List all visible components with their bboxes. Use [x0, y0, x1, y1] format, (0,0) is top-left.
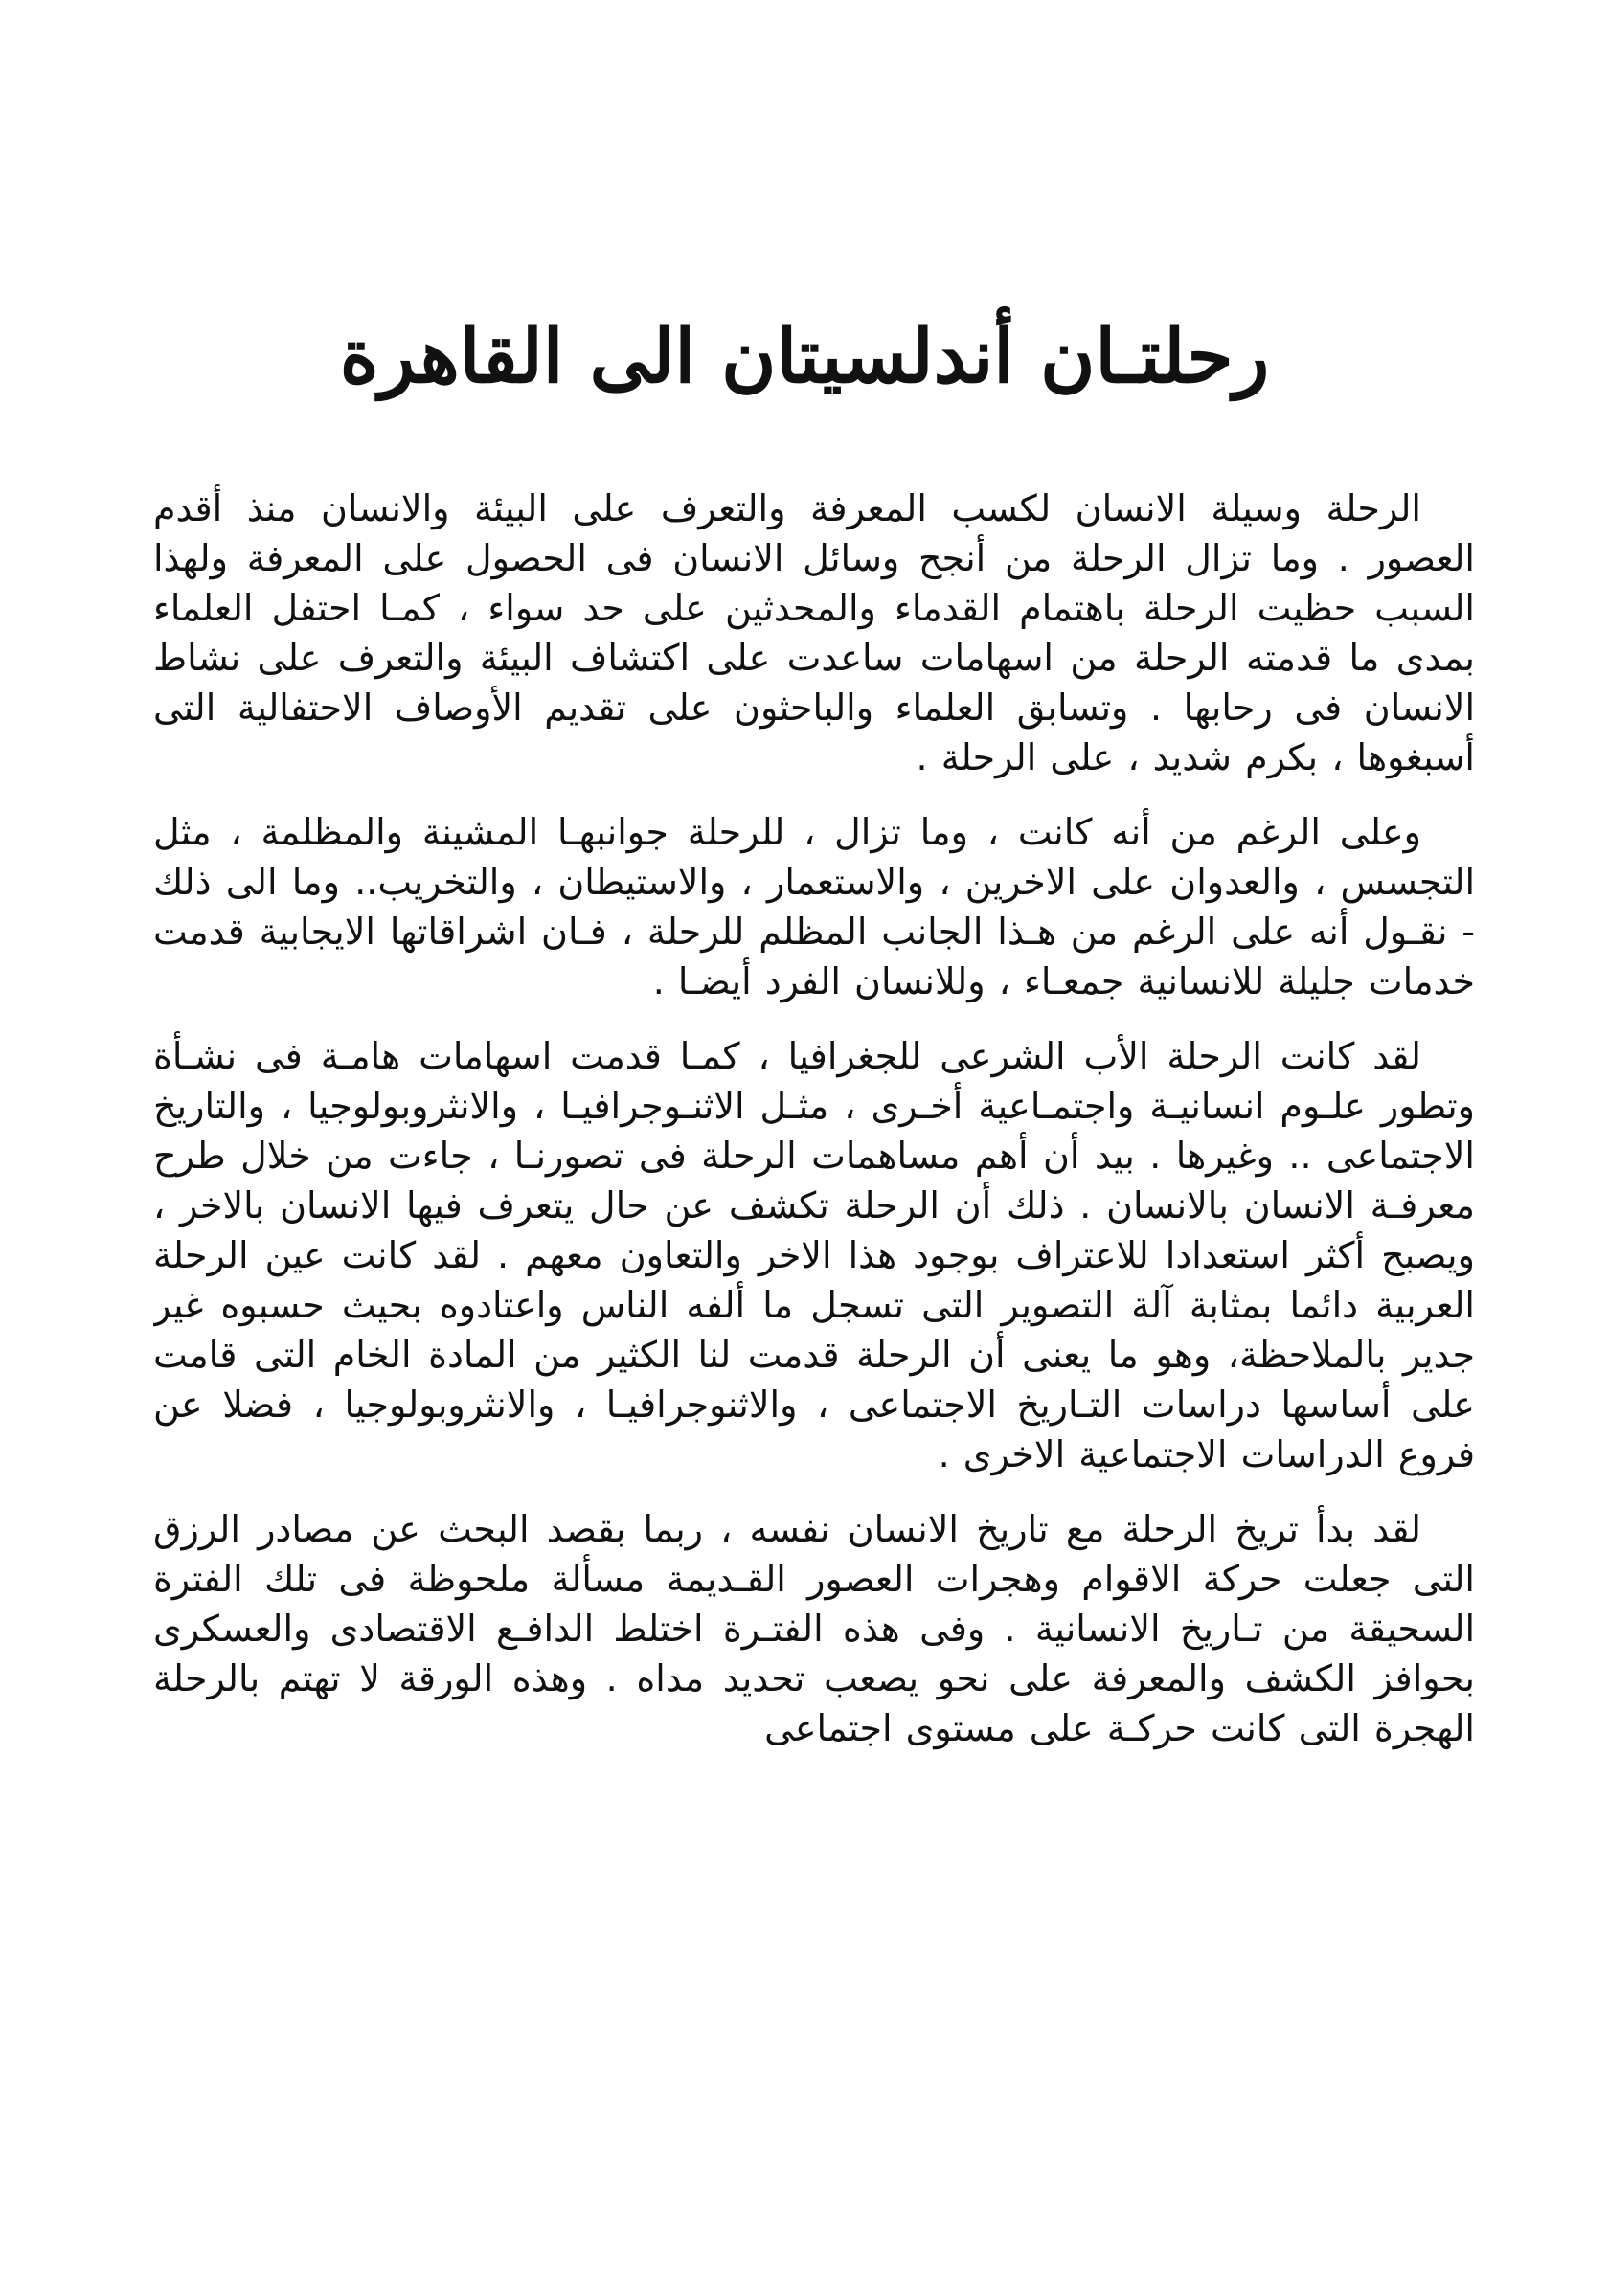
paragraph-4: لقد بدأ تريخ الرحلة مع تاريخ الانسان نفسه ، ربما بقصد البحث عن مصادر الرزق التى جعلت حركة الاقوام وهجرات العصور القـديمة مسألة ملحوظة فى تلك الفترة السحيقة من تـاريخ الانسانية . وفى هذه الفتـرة اختلط الدافـع الاقتصادى والعسكرى بحوافز الكشف والمعرفة على نحو يصعب تحديد مداه . وهذه الورقة لا تهتم بالرحلة الهجرة التى كانت حركـة على مستوى اجتماعى: [153, 1508, 1475, 1749]
page-title: رحلتـان أندلسيتان الى القاهرة: [339, 313, 1270, 400]
paragraph-1: الرحلة وسيلة الانسان لكسب المعرفة والتعرف على البيئة والانسان منذ أقدم العصور . وما تزال الرحلة من أنجح وسائل الانسان فى الحصول على المعرفة ولهذا السبب حظيت الرحلة باهتمام القدماء والمحدثين على حد سواء ، كمـا احتفل العلماء بمدى ما قدمته الرحلة من اسهامات ساعدت على اكتشاف البيئة والتعرف على نشاط الانسان فى رحابها . وتسابق العلماء والباحثون على تقديم الأوصاف الاحتفالية التى أسبغوها ، بكرم شديد ، على الرحلة .: [153, 487, 1475, 778]
body-text: [153, 484, 1475, 2207]
paragraph-2: وعلى الرغم من أنه كانت ، وما تزال ، للرحلة جوانبهـا المشينة والمظلمة ، مثل التجسس ، والعدوان على الاخرين ، والاستعمار ، والاستيطان ، والتخريب.. وما الى ذلك - نقـول أنه على الرغم من هـذا الجانب المظلم للرحلة ، فـان اشراقاتها الايجابية قدمت خدمات جليلة للانسانية جمعـاء ، وللانسان الفرد أيضـا .: [153, 811, 1475, 1002]
paragraph-3: لقد كانت الرحلة الأب الشرعى للجغرافيا ، كمـا قدمت اسهامات هامـة فى نشـأة وتطور علـوم انسانيـة واجتمـاعية أخـرى ، مثـل الاثنـوجرافيـا ، والانثروبولوجيا ، والتاريخ الاجتماعى .. وغيرها . بيد أن أهم مساهمات الرحلة فى تصورنـا ، جاءت من خلال طرح معرفـة الانسان بالانسان . ذلك أن الرحلة تكشف عن حال يتعرف فيها الانسان بالاخر ، ويصبح أكثر استعدادا للاعتراف بوجود هذا الاخر والتعاون معهم . لقد كانت عين الرحلة العربية دائما بمثابة آلة التصوير التى تسجل ما ألفه الناس واعتادوه بحيث حسبوه غير جدير بالملاحظة، وهو ما يعنى أن الرحلة قدمت لنا الكثير من المادة الخام التى قامت على أساسها دراسات التـاريخ الاجتماعى ، والاثنوجرافيـا ، والانثروبولوجيا ، فضلا عن فروع الدراسات الاجتماعية الاخرى .: [153, 1035, 1475, 1475]
